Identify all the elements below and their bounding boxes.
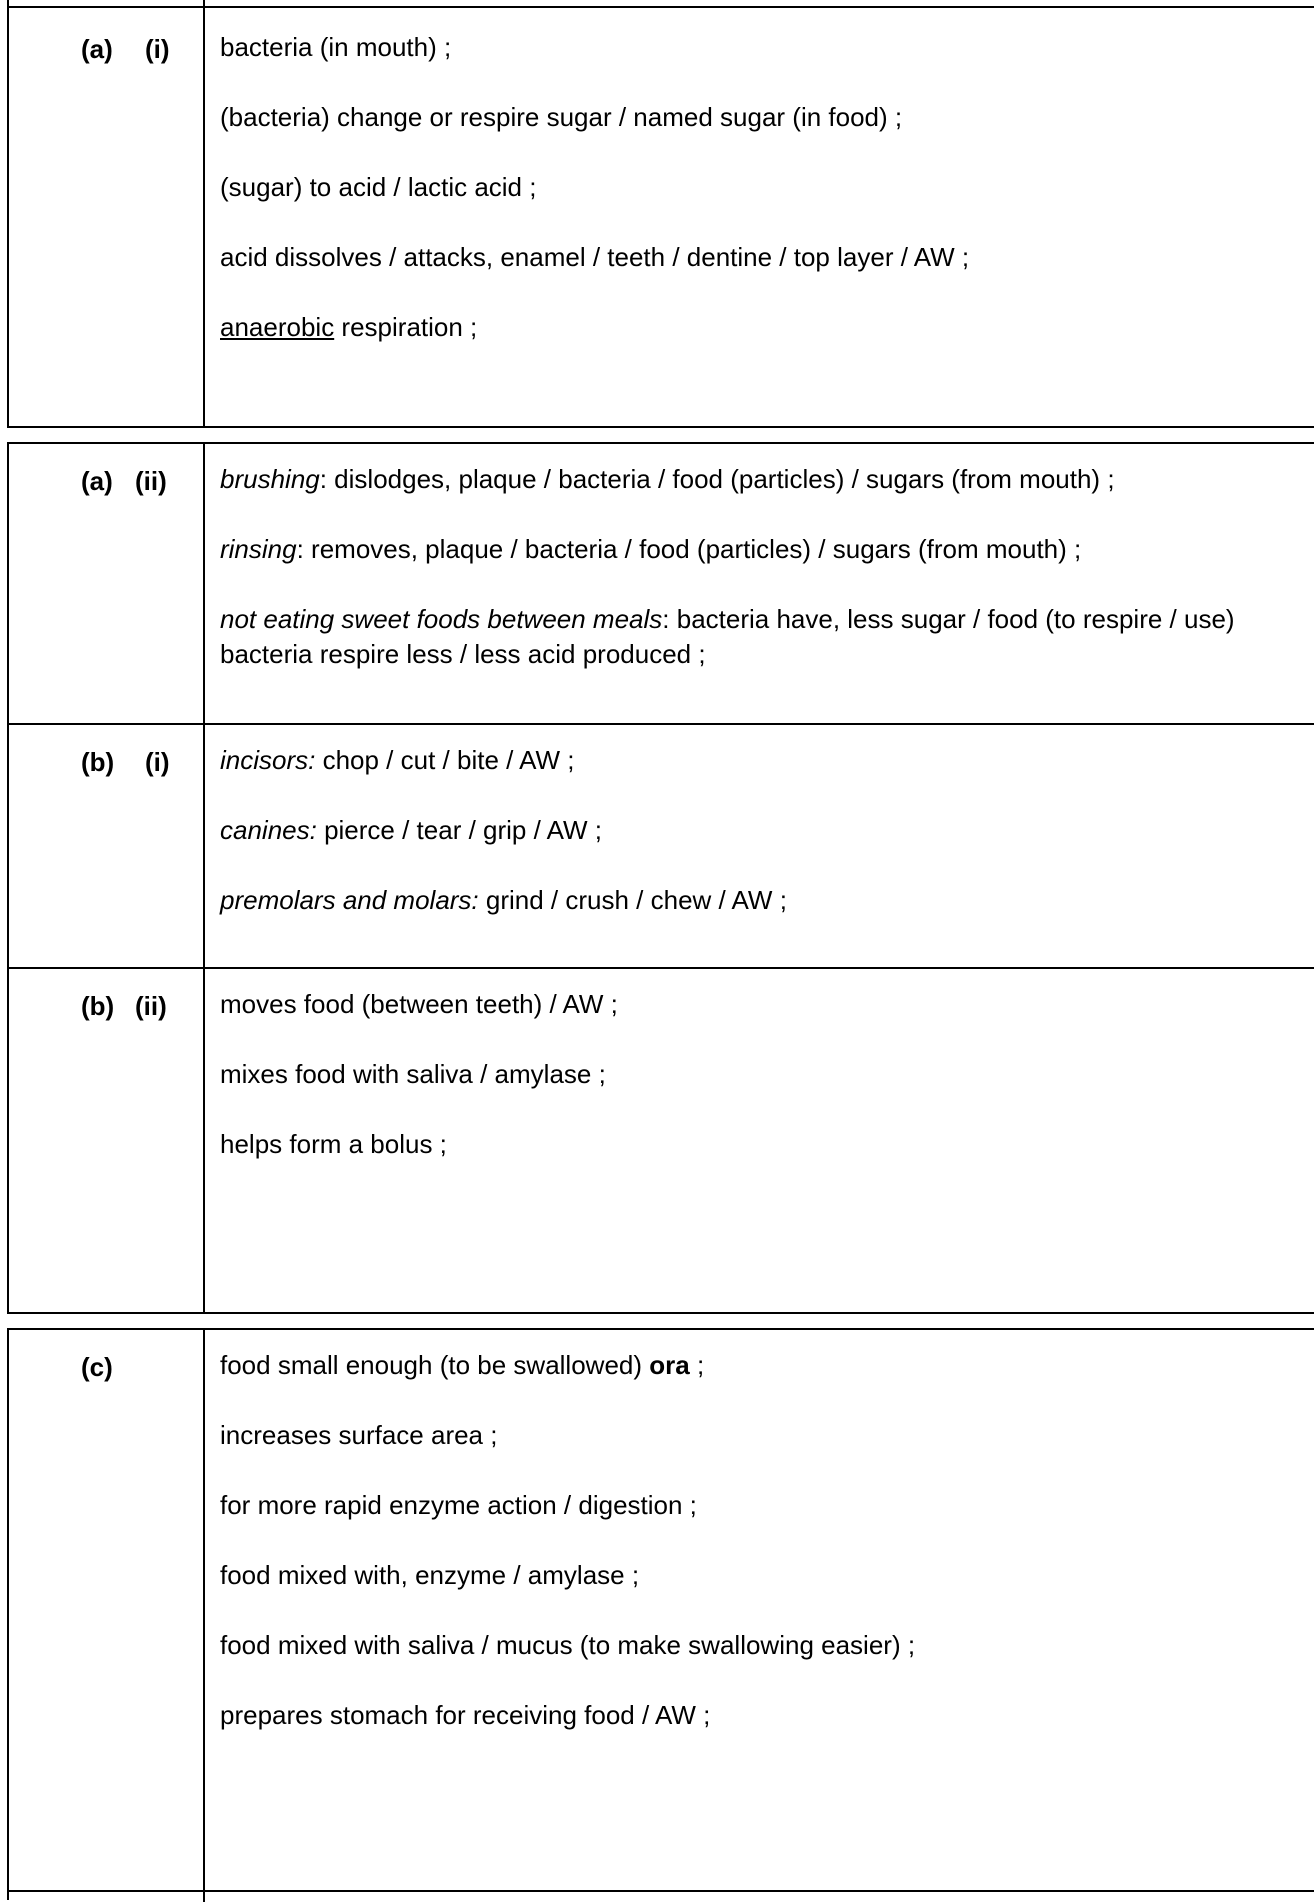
- table-block-2: [7, 442, 1314, 1314]
- answer-line: [220, 813, 602, 848]
- question-part: (a): [81, 466, 113, 496]
- section-b-ii: [9, 969, 1314, 1314]
- question-subpart: (i): [145, 34, 170, 64]
- column-divider: [203, 1892, 205, 1902]
- question-number-cell: [9, 1330, 205, 1892]
- answer-line: [220, 310, 477, 345]
- answer-text: : dislodges, plaque / bacteria / food (particles) / sugars (from mouth) ;: [319, 464, 1115, 494]
- section-a-ii: [9, 444, 1314, 723]
- answer-line: [220, 1698, 710, 1733]
- answer-line: [220, 1348, 704, 1383]
- answer-line: [220, 1488, 697, 1523]
- answer-keyword: incisors:: [220, 745, 316, 775]
- answer-underlined-term: anaerobic: [220, 312, 335, 342]
- answer-line: [220, 1057, 606, 1092]
- table-block-3: [7, 1328, 1314, 1900]
- answer-line: [220, 1418, 497, 1453]
- answer-text: food mixed with saliva / mucus (to make swallowing easier) ;: [220, 1630, 916, 1660]
- answer-text: : bacteria have, less sugar / food (to respire / use) bacteria respire less / less acid produced ;: [220, 604, 1235, 669]
- answer-line: [220, 883, 787, 918]
- answer-line: [220, 1628, 915, 1663]
- answer-line: [220, 1127, 447, 1162]
- question-number-cell: [9, 444, 205, 723]
- section-a-i: [9, 8, 1314, 428]
- answer-text: mixes food with saliva / amylase ;: [220, 1059, 606, 1089]
- answer-line: [220, 1558, 639, 1593]
- answer-line: [220, 602, 1300, 672]
- answer-line: [220, 743, 575, 778]
- question-subpart: (ii): [135, 466, 167, 496]
- question-number-cell: [9, 725, 205, 967]
- section-b-i: [9, 725, 1314, 967]
- answer-line: [220, 240, 969, 275]
- answer-cell: [220, 444, 1314, 723]
- answer-text: acid dissolves / attacks, enamel / teeth / dentine / top layer / AW ;: [220, 242, 970, 272]
- question-part: (a): [81, 34, 113, 64]
- answer-line: [220, 170, 536, 205]
- answer-text: (bacteria) change or respire sugar / named sugar (in food) ;: [220, 102, 903, 132]
- answer-text: prepares stomach for receiving food / AW ;: [220, 1700, 711, 1730]
- question-subpart: (i): [145, 747, 170, 777]
- table-bottom-rule: [7, 1890, 1314, 1900]
- answer-cell: [220, 8, 1314, 428]
- answer-line: [220, 30, 451, 65]
- answer-text: respiration ;: [334, 312, 478, 342]
- answer-text: food mixed with, enzyme / amylase ;: [220, 1560, 640, 1590]
- answer-keyword: brushing: [220, 464, 320, 494]
- answer-keyword: canines:: [220, 815, 317, 845]
- answer-bold-term: ora: [649, 1350, 690, 1380]
- answer-text: increases surface area ;: [220, 1420, 498, 1450]
- answer-text: : removes, plaque / bacteria / food (particles) / sugars (from mouth) ;: [296, 534, 1082, 564]
- answer-text: moves food (between teeth) / AW ;: [220, 989, 618, 1019]
- answer-text: for more rapid enzyme action / digestion ;: [220, 1490, 697, 1520]
- answer-line: [220, 987, 618, 1022]
- answer-text: helps form a bolus ;: [220, 1129, 447, 1159]
- answer-line: [220, 532, 1081, 567]
- answer-cell: [220, 725, 1314, 967]
- answer-keyword: premolars and molars:: [220, 885, 479, 915]
- question-number-cell: [9, 8, 205, 428]
- answer-line: [220, 100, 902, 135]
- answer-text: food small enough (to be swallowed): [220, 1350, 650, 1380]
- question-part: (c): [81, 1352, 113, 1382]
- question-part: (b): [81, 747, 115, 777]
- question-part: (b): [81, 991, 115, 1021]
- section-c: [9, 1330, 1314, 1892]
- answer-text: pierce / tear / grip / AW ;: [316, 815, 602, 845]
- answer-line: [220, 462, 1115, 497]
- answer-cell: [220, 969, 1314, 1314]
- question-number-cell: [9, 969, 205, 1314]
- answer-cell: [220, 1330, 1314, 1892]
- question-subpart: (ii): [135, 991, 167, 1021]
- answer-keyword: rinsing: [220, 534, 297, 564]
- answer-keyword: not eating sweet foods between meals: [220, 604, 663, 634]
- answer-text: ;: [689, 1350, 705, 1380]
- answer-text: chop / cut / bite / AW ;: [315, 745, 575, 775]
- answer-text: grind / crush / chew / AW ;: [478, 885, 787, 915]
- answer-text: (sugar) to acid / lactic acid ;: [220, 172, 537, 202]
- answer-text: bacteria (in mouth) ;: [220, 32, 452, 62]
- table-block-1: [7, 6, 1314, 428]
